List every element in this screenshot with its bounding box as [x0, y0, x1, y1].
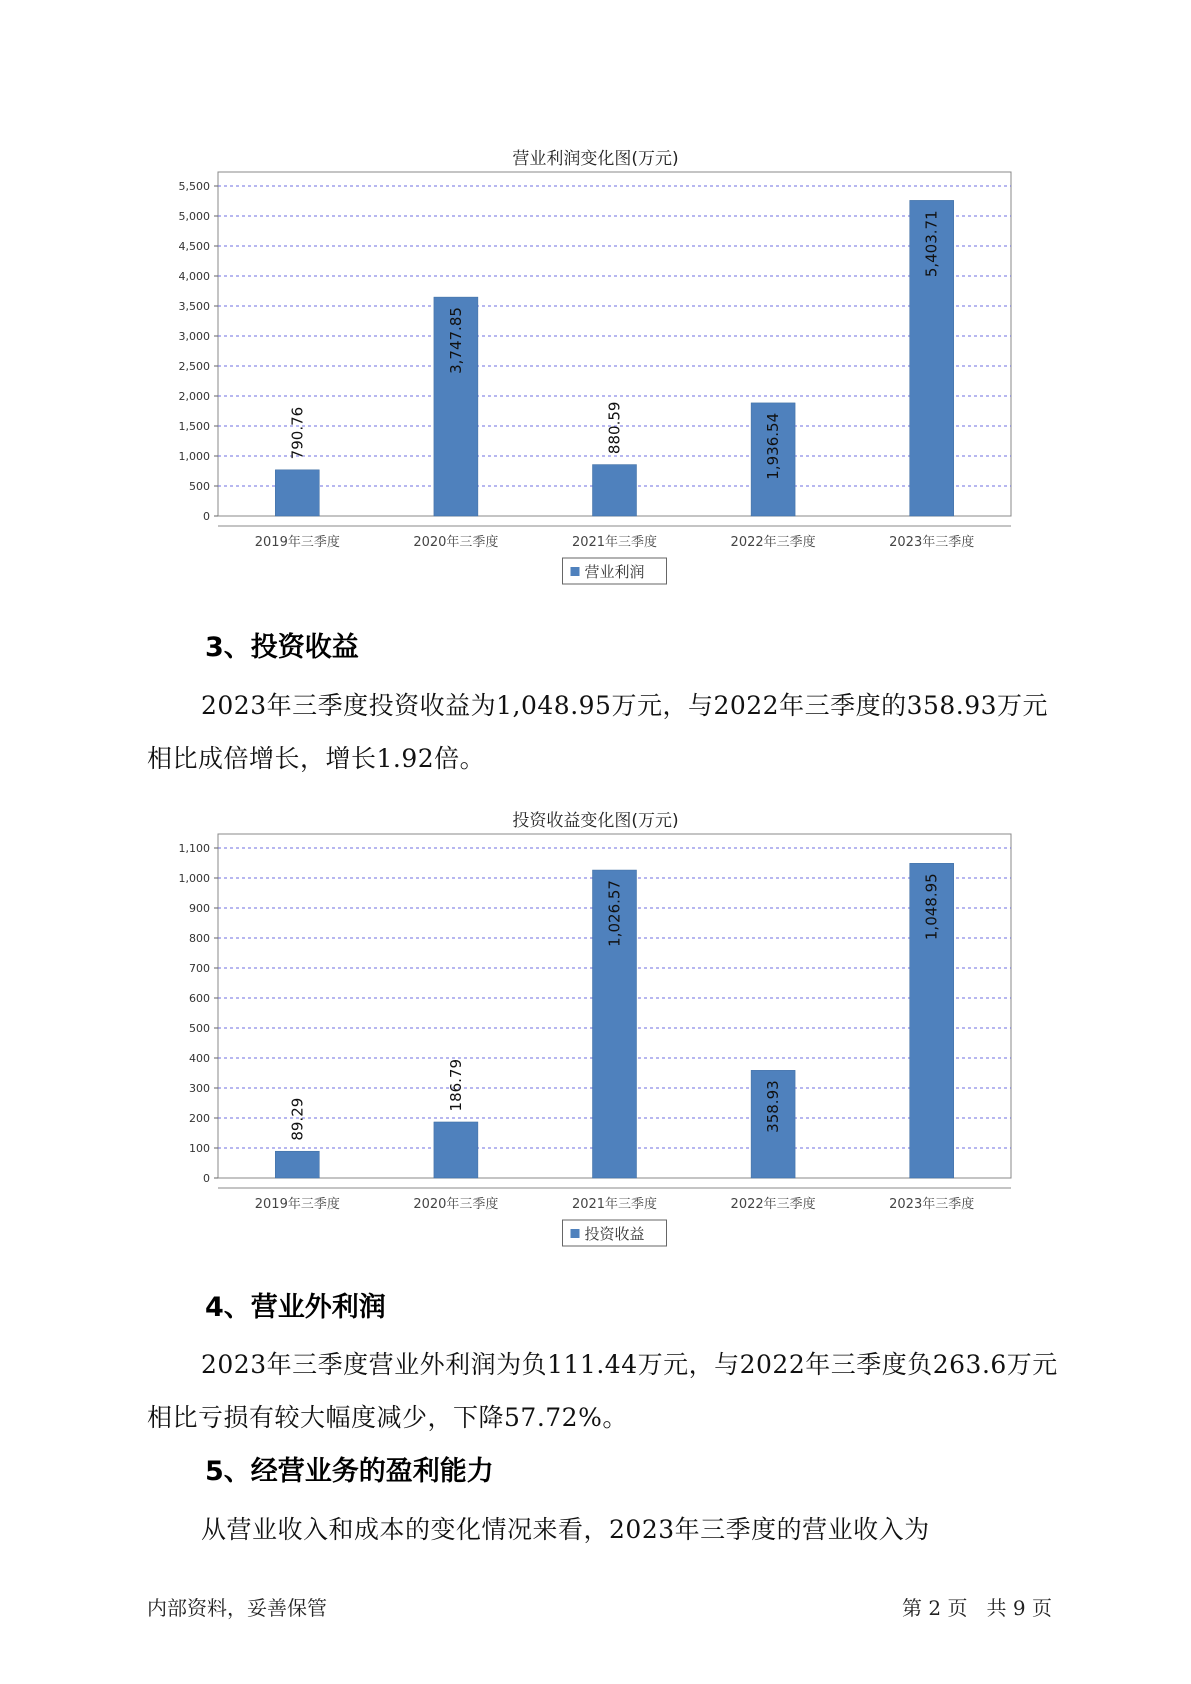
y-tick-label: 4,500 — [178, 240, 210, 253]
y-tick-label: 1,000 — [178, 872, 210, 885]
y-tick-label: 900 — [189, 902, 210, 915]
y-tick-label: 400 — [189, 1052, 210, 1065]
legend — [563, 1220, 667, 1246]
section-text-profitability: 从营业收入和成本的变化情况来看，2023年三季度的营业收入为 — [201, 1515, 930, 1544]
x-tick-label: 2020年三季度 — [413, 535, 499, 550]
data-label: 89.29 — [288, 1097, 307, 1141]
legend-label: 投资收益 — [584, 1225, 645, 1243]
y-tick-label: 4,000 — [178, 270, 210, 283]
y-tick-label: 200 — [189, 1112, 210, 1125]
data-label: 5,403.71 — [922, 210, 941, 278]
y-tick-label: 800 — [189, 932, 210, 945]
chart1-title: 营业利润变化图(万元) — [512, 149, 679, 169]
x-tick-label: 2020年三季度 — [413, 1197, 499, 1212]
data-label: 186.79 — [446, 1058, 465, 1112]
y-tick-label: 600 — [189, 992, 210, 1005]
data-label: 358.93 — [764, 1080, 783, 1133]
data-label: 790.76 — [288, 406, 307, 460]
bar — [593, 465, 637, 516]
footer-confidential: 内部资料，妥善保管 — [147, 1596, 327, 1620]
y-tick-label: 3,500 — [178, 300, 210, 313]
y-tick-label: 2,000 — [178, 390, 210, 403]
x-tick-label: 2019年三季度 — [254, 1197, 340, 1212]
y-tick-label: 0 — [203, 510, 210, 523]
x-tick-label: 2022年三季度 — [730, 535, 816, 550]
data-label: 1,048.95 — [922, 873, 941, 941]
section-heading-profitability: 5、经营业务的盈利能力 — [205, 1456, 494, 1487]
chart2-title: 投资收益变化图(万元) — [512, 811, 679, 831]
section-text-non-operating: 2023年三季度营业外利润为负111.44万元，与2022年三季度负263.6万元相比亏损有较大幅度减少，下降57.72%。 — [147, 1350, 1058, 1432]
y-tick-label: 0 — [203, 1172, 210, 1185]
y-tick-label: 1,100 — [178, 842, 210, 855]
legend-swatch — [571, 567, 580, 576]
data-label: 3,747.85 — [446, 307, 465, 374]
legend-label: 营业利润 — [584, 563, 645, 581]
y-tick-label: 500 — [189, 1022, 210, 1035]
y-tick-label: 3,000 — [178, 330, 210, 343]
data-label: 1,936.54 — [764, 412, 783, 480]
y-tick-label: 500 — [189, 480, 210, 493]
investment-income-chart — [0, 832, 1191, 1252]
y-tick-label: 1,000 — [178, 450, 210, 463]
y-tick-label: 5,500 — [178, 180, 210, 193]
bar — [434, 1122, 478, 1178]
section-heading-investment: 3、投资收益 — [205, 632, 359, 663]
bar — [275, 470, 319, 516]
x-tick-label: 2023年三季度 — [889, 535, 975, 550]
x-tick-label: 2021年三季度 — [571, 1197, 658, 1212]
y-tick-label: 5,000 — [178, 210, 210, 223]
legend — [563, 558, 667, 584]
x-tick-label: 2019年三季度 — [254, 535, 340, 550]
y-tick-label: 1,500 — [178, 420, 210, 433]
section-heading-non-operating: 4、营业外利润 — [205, 1292, 386, 1323]
footer-page-number: 第 2 页 共 9 页 — [902, 1596, 1052, 1620]
y-tick-label: 2,500 — [178, 360, 210, 373]
legend-swatch — [571, 1229, 580, 1238]
x-tick-label: 2023年三季度 — [889, 1197, 975, 1212]
y-tick-label: 300 — [189, 1082, 210, 1095]
y-tick-label: 700 — [189, 962, 210, 975]
section-text-investment: 2023年三季度投资收益为1,048.95万元，与2022年三季度的358.93万元相比成倍增长，增长1.92倍。 — [147, 691, 1049, 773]
operating-profit-chart — [0, 170, 1191, 590]
bar — [275, 1151, 319, 1178]
x-tick-label: 2022年三季度 — [730, 1197, 816, 1212]
data-label: 1,026.57 — [605, 880, 624, 947]
data-label: 880.59 — [605, 401, 624, 455]
y-tick-label: 100 — [189, 1142, 210, 1155]
x-tick-label: 2021年三季度 — [571, 535, 658, 550]
